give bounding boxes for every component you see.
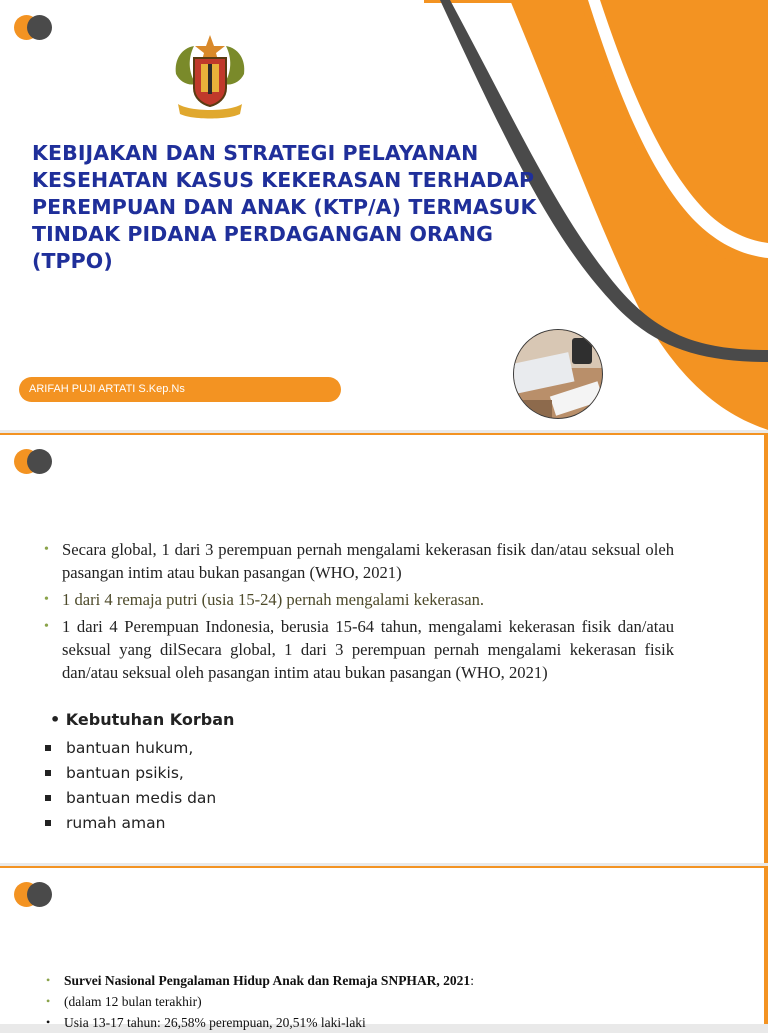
list-item-text: Secara global, 1 dari 3 perempuan pernah mengalami kekerasan fisik dan/atau seksual oleh pasangan intim atau bukan pasangan (WHO, 2021) bbox=[62, 540, 674, 582]
list-item: bantuan medis dan bbox=[44, 786, 216, 811]
right-accent-line bbox=[764, 866, 768, 1024]
statistics-list bbox=[42, 538, 674, 688]
presentation-title: KEBIJAKAN DAN STRATEGI PELAYANAN KESEHATAN KASUS KEKERASAN TERHADAP PEREMPUAN DAN ANAK (KTP/A) TERMASUK TINDAK PIDANA PERDAGANGAN ORANG (TPPO) bbox=[32, 141, 537, 273]
victim-needs-heading-text: Kebutuhan Korban bbox=[65, 710, 235, 729]
gray-dot bbox=[27, 449, 52, 474]
victim-needs-list bbox=[44, 736, 216, 836]
list-item: • 1 dari 4 Perempuan Indonesia, berusia 15-64 tahun, mengalami kekerasan fisik dan/atau seksual yang dilSecara global, 1 dari 3 perempuan pernah mengalami kekerasan fisik dan/atau seksual oleh pasangan intim atau bukan pasangan (WHO, 2021) bbox=[44, 617, 674, 682]
list-item: • Usia 13-17 tahun: 26,58% perempuan, 20,51% laki-laki bbox=[46, 1015, 366, 1030]
victim-needs-heading: • Kebutuhan Korban bbox=[50, 710, 235, 729]
list-item: bantuan psikis, bbox=[44, 761, 216, 786]
survey-age-line: Usia 13-17 tahun: 26,58% perempuan, 20,51% laki-laki bbox=[64, 1015, 366, 1030]
top-accent-line bbox=[0, 433, 768, 435]
decorative-dots bbox=[14, 882, 54, 908]
gray-dot bbox=[27, 15, 52, 40]
title-slide bbox=[0, 0, 768, 430]
author-name: ARIFAH PUJI ARTATI S.Kep.Ns bbox=[29, 383, 185, 395]
gray-dot bbox=[27, 882, 52, 907]
top-accent-line bbox=[0, 866, 768, 868]
list-item-text: 1 dari 4 Perempuan Indonesia, berusia 15-64 tahun, mengalami kekerasan fisik dan/atau seksual yang dilSecara global, 1 dari 3 perempuan pernah mengalami kekerasan fisik dan/atau seksual oleh pasangan intim atau bukan pasangan (WHO, 2021) bbox=[62, 617, 674, 682]
survey-title: Survei Nasional Pengalaman Hidup Anak dan Remaja SNPHAR, 2021 bbox=[64, 973, 471, 988]
list-item: • Survei Nasional Pengalaman Hidup Anak dan Remaja SNPHAR, 2021: bbox=[46, 973, 474, 988]
list-item-text: 1 dari 4 remaja putri (usia 15-24) pernah mengalami kekerasan. bbox=[62, 590, 485, 609]
list-item: • (dalam 12 bulan terakhir) bbox=[46, 994, 202, 1009]
list-item: rumah aman bbox=[44, 811, 216, 836]
author-bar bbox=[19, 377, 341, 402]
provincial-emblem-logo bbox=[170, 34, 250, 120]
laptop-desk-photo bbox=[512, 328, 604, 420]
decorative-dots bbox=[14, 449, 54, 475]
right-accent-line bbox=[764, 433, 768, 863]
list-item: • 1 dari 4 remaja putri (usia 15-24) pernah mengalami kekerasan. bbox=[44, 590, 485, 609]
survey-colon: : bbox=[470, 973, 474, 988]
survey-period: (dalam 12 bulan terakhir) bbox=[64, 994, 202, 1009]
decorative-dots bbox=[14, 15, 54, 41]
list-item: bantuan hukum, bbox=[44, 736, 216, 761]
list-item: • Secara global, 1 dari 3 perempuan pernah mengalami kekerasan fisik dan/atau seksual oleh pasangan intim atau bukan pasangan (WHO, 2021) bbox=[44, 540, 674, 582]
